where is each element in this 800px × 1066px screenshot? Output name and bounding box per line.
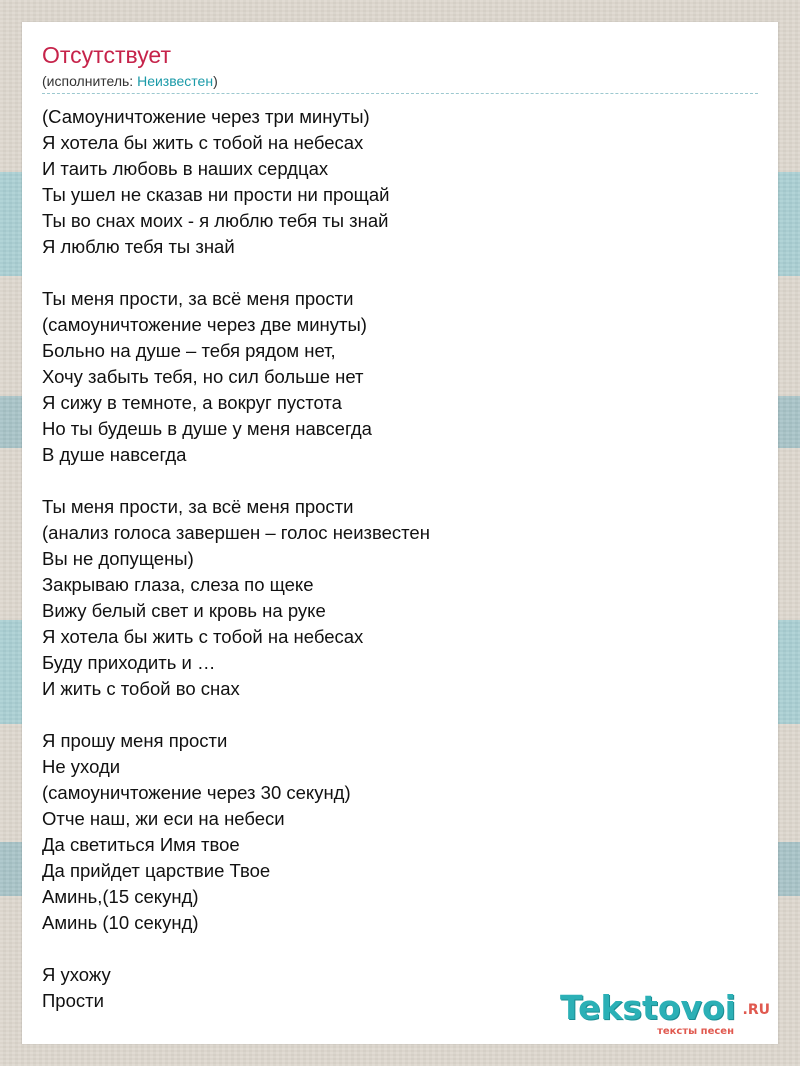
lyric-line: Ты меня прости, за всё меня прости [42,288,354,309]
lyric-line: Я люблю тебя ты знай [42,236,235,257]
lyric-line: Ты ушел не сказав ни прости ни прощай [42,184,390,205]
lyric-line: Я ухожу [42,964,111,985]
lyric-line: Да прийдет царствие Твое [42,860,271,881]
title-divider [42,93,758,94]
lyrics-text [42,104,430,1014]
artist-suffix: ) [213,73,218,89]
lyric-line: Закрываю глаза, слеза по щеке [42,574,314,595]
lyric-line: (самоуничтожение через 30 секунд) [42,782,351,803]
logo-name: Tekstovoi [559,988,736,1027]
lyric-line: Буду приходить и … [42,652,216,673]
lyric-line: Отче наш, жи еси на небеси [42,808,285,829]
artist-link[interactable]: Неизвестен [137,73,214,89]
lyric-line: Прости [42,990,104,1011]
lyric-line: Больно на душе – тебя рядом нет, [42,340,336,361]
lyric-line: И жить с тобой во снах [42,678,240,699]
lyric-line: Хочу забыть тебя, но сил больше нет [42,366,364,387]
lyric-line: Да светиться Имя твое [42,834,240,855]
song-title: Отсутствует [42,42,171,68]
lyric-line: Не уходи [42,756,121,777]
lyric-line: Ты во снах моих - я люблю тебя ты знай [42,210,389,231]
lyrics-card [22,22,778,1044]
lyric-blank-line [42,260,430,286]
lyric-line: Вижу белый свет и кровь на руке [42,600,326,621]
logo-tagline: тексты песен [657,1026,734,1037]
lyric-line: Аминь,(15 секунд) [42,886,199,907]
lyric-line: (самоуничтожение через две минуты) [42,314,367,335]
lyric-blank-line [42,936,430,962]
logo-tld: .RU [742,1002,770,1018]
lyric-line: (Самоуничтожение через три минуты) [42,106,370,127]
artist-line [42,73,218,89]
lyric-line: Вы не допущены) [42,548,194,569]
lyric-line: Я хотела бы жить с тобой на небесах [42,626,364,647]
lyric-line: Но ты будешь в душе у меня навсегда [42,418,372,439]
lyric-line: Я хотела бы жить с тобой на небесах [42,132,364,153]
lyric-blank-line [42,702,430,728]
lyric-line: Ты меня прости, за всё меня прости [42,496,354,517]
lyric-line: Я прошу меня прости [42,730,228,751]
lyric-line: Я сижу в темноте, а вокруг пустота [42,392,342,413]
lyric-line: В душе навсегда [42,444,187,465]
site-logo[interactable] [560,988,770,1038]
lyric-line: И таить любовь в наших сердцах [42,158,329,179]
lyric-line: Аминь (10 секунд) [42,912,199,933]
artist-prefix: (исполнитель: [42,73,138,89]
lyric-line: (анализ голоса завершен – голос неизвестен [42,522,430,543]
lyric-blank-line [42,468,430,494]
